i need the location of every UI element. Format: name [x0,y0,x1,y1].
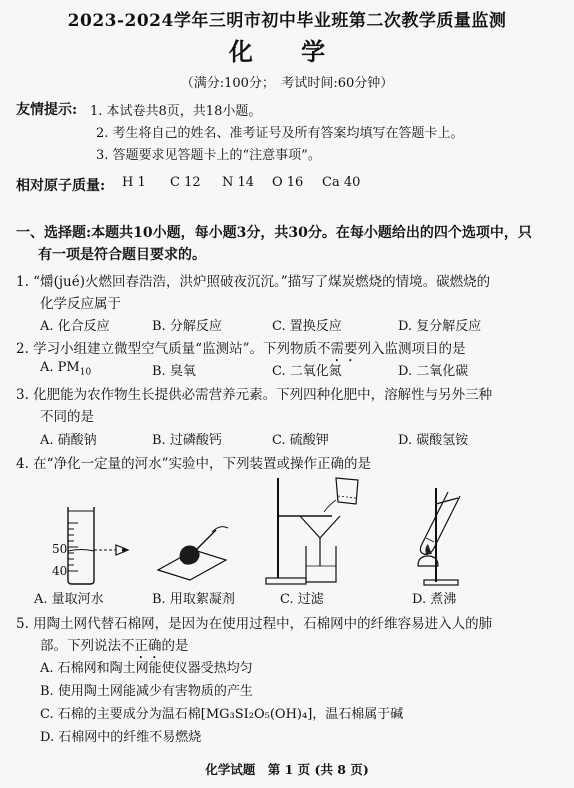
q1-option-b: B. 分解反应 [152,319,222,334]
q2-text: 2. 学习小组建立微型空气质量“监测站”。下列物质不 [16,341,331,357]
atomic-mass-item: O 16 [272,175,304,190]
q4-option-b: B. 用取絮凝剂 [152,592,235,607]
q3-option-c: C. 硫酸钾 [272,433,329,448]
q1-option-d: D. 复分解反应 [398,319,482,334]
q2-option-a [40,360,91,378]
q5-option-d: D. 石棉网中的纤维不易燃烧 [40,730,202,745]
q4-option-c: C. 过滤 [280,592,324,607]
scale-label-50: 50 [52,542,68,556]
q3-option-a: A. 硝酸钠 [40,433,97,448]
q2-text-end: 列入监测项目的是 [357,341,466,357]
question-5: 5. 用陶土网代替石棉网，是因为在使用过程中，石棉网中的纤维容易进入人的肺 [16,616,493,632]
question-1: 1. “爝(jué)火燃回春浩浩，洪炉照破夜沉沉。”描写了煤炭燃烧的情境。碳燃烧的 [16,274,491,290]
tip-item: 2. 考生将自己的姓名、准考证号及所有答案均填写在答题卡上。 [96,126,464,141]
score-info: （满分:100分； 考试时间:60分钟） [180,76,394,91]
question-3: 3. 化肥能为农作物生长提供必需营养元素。下列四种化肥中，溶解性与另外三种 [16,387,493,403]
atomic-mass-label: 相对原子质量: [16,178,106,194]
q1-option-c: C. 置换反应 [272,319,342,334]
q5-text-end: 的是 [161,638,189,654]
question-4: 4. 在“净化一定量的河水”实验中，下列装置或操作正确的是 [16,456,371,472]
boiling-figure [398,482,488,587]
atomic-mass-item: N 14 [222,175,255,190]
question-1-cont: 化学反应属于 [40,296,121,312]
q4-option-d: D. 煮沸 [412,592,457,607]
question-3-cont: 不同的是 [40,409,94,425]
q3-option-b: B. 过磷酸钙 [152,433,222,448]
q5-option-b: B. 使用陶土网能减少有害物质的产生 [40,684,253,699]
atomic-mass-item: C 12 [170,175,201,190]
q1-option-a: A. 化合反应 [40,319,110,334]
subject-title: 化 学 [228,37,346,66]
q4-option-a: A. 量取河水 [34,592,104,607]
scale-label-40: 40 [52,564,68,578]
section-heading-cont: 有一项是符合题目要求的。 [38,247,206,263]
filtration-figure [262,474,372,589]
tip-item: 1. 本试卷共8页，共18小题。 [90,104,262,119]
q2-option-b: B. 臭氧 [152,364,196,379]
q5-option-c: C. 石棉的主要成分为温石棉[MG₃SI₂O₅(OH)₄]，温石棉属于碱 [40,707,404,722]
q5-emphasis: 正确 [134,638,162,654]
tip-item: 3. 答题要求见答题卡上的“注意事项”。 [96,148,321,163]
q2-option-a-sub: 10 [79,367,92,378]
tips-label: 友情提示: [16,102,78,118]
section-heading: 一、选择题:本题共10小题，每小题3分，共30分。在每小题给出的四个选项中，只 [16,225,532,241]
q2-option-a-text: A. PM [40,360,80,375]
atomic-mass-item: H 1 [122,175,146,190]
q2-option-c: C. 二氧化氮 [272,364,342,379]
q5-option-a: A. 石棉网和陶土网能使仪器受热均匀 [40,661,253,676]
q2-emphasis: 需要 [330,341,358,357]
atomic-mass-item: Ca 40 [322,175,361,190]
q5-text: 部。下列说法不 [40,638,135,654]
exam-title: 2023-2024学年三明市初中毕业班第二次教学质量监测 [67,11,507,31]
page-footer: 化学试题 第 1 页 (共 8 页) [205,762,369,777]
q2-option-d: D. 二氧化碳 [398,364,469,379]
q3-option-d: D. 碳酸氢铵 [398,433,469,448]
spatula-figure [150,520,240,590]
